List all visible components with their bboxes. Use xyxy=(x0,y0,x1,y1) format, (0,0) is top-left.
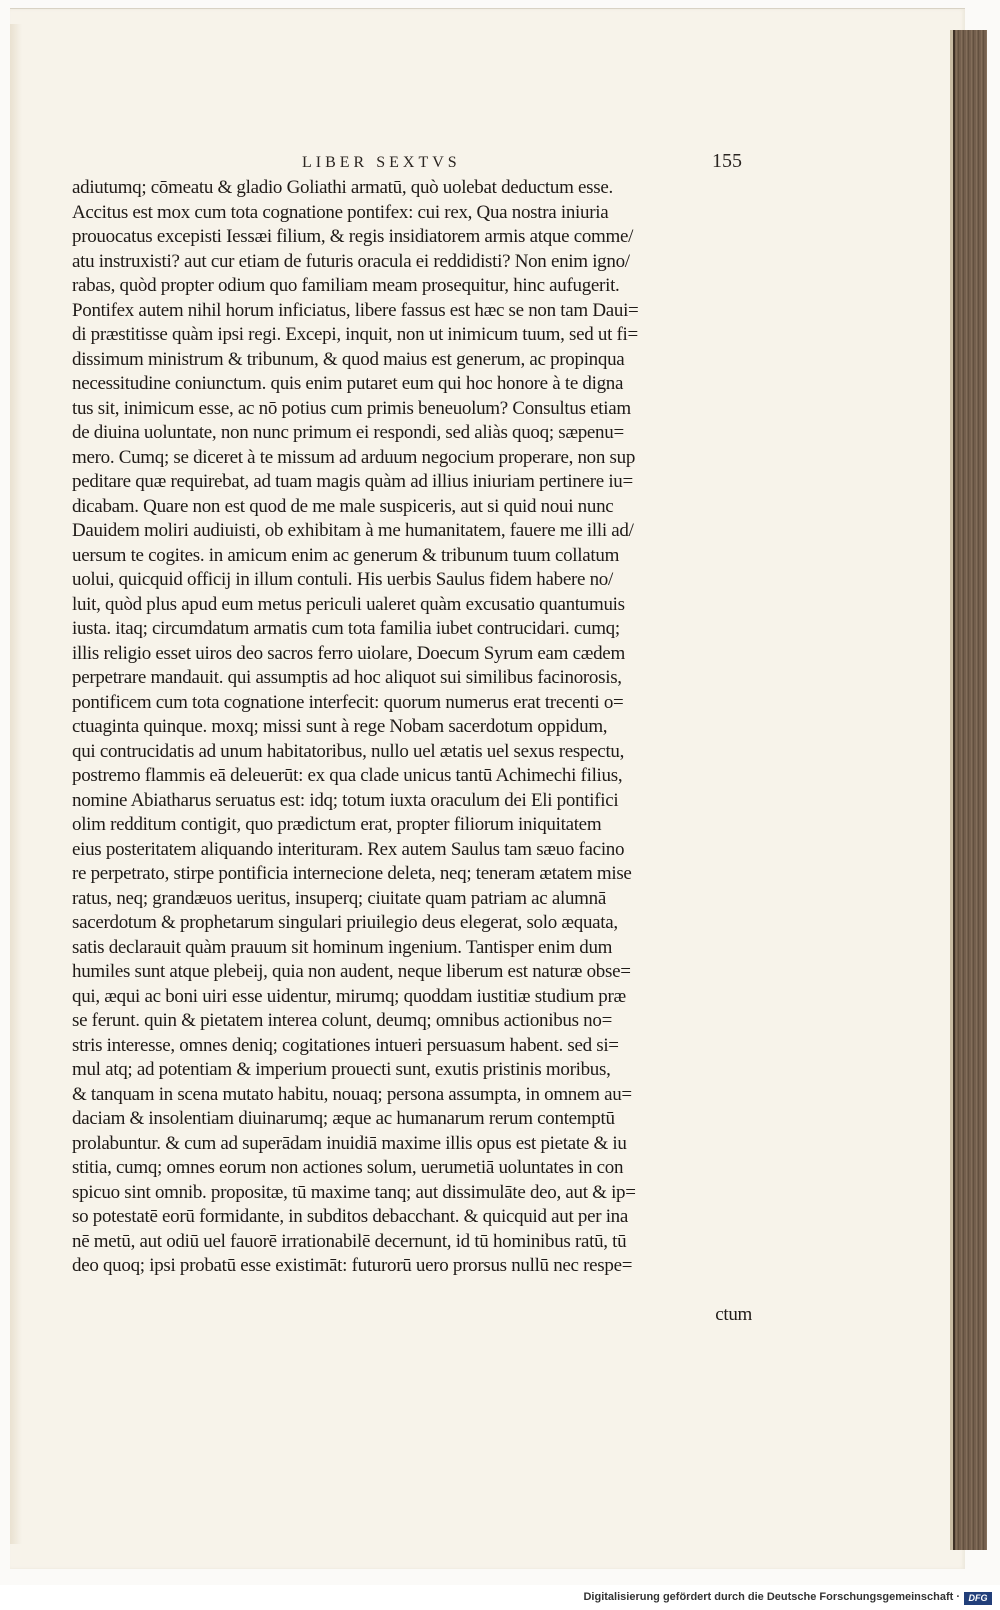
text-line xyxy=(72,1279,752,1304)
folio-number: 155 xyxy=(712,150,742,172)
text-line: pontificem cum tota cognatione interfecit: quorum numerus erat trecenti o= xyxy=(72,691,624,713)
text-line: prolabuntur. & cum ad superādam inuidiā maxime illis opus est pietate & iu xyxy=(72,1132,627,1154)
text-line: se ferunt. quin & pietatem interea colunt, deumq; omnibus actionibus no= xyxy=(72,1010,612,1031)
text-line: nomine Abiatharus seruatus est: idq; totum iuxta oraculum dei Eli pontifici xyxy=(72,789,619,811)
running-head-title: LIBER SEXTVS xyxy=(302,154,461,171)
text-line: mul atq; ad potentiam & imperium prouecti sunt, exutis pristinis moribus, xyxy=(72,1059,611,1080)
text-line: so potestatē eorū formidante, in subditos debacchant. & quicquid aut per ina xyxy=(72,1206,629,1227)
text-line: satis declarauit quàm prauum sit hominum ingenium. Tantisper enim dum xyxy=(72,936,613,958)
text-line: stris interesse, omnes deniq; cogitationes intueri persuasum habent. sed si= xyxy=(72,1034,619,1056)
text-line: qui contrucidatis ad unum habitatoribus, nullo uel ætatis uel sexus respectu, xyxy=(72,740,625,762)
text-line: luit, quòd plus apud eum metus periculi ualeret quàm excusatio quantumuis xyxy=(72,593,625,615)
page-gutter xyxy=(10,24,22,1544)
digitization-footer xyxy=(0,1588,1000,1610)
text-line: adiutumq; cōmeatu & gladio Goliathi armatū, quò uolebat deductum esse. xyxy=(72,177,613,198)
text-line: sacerdotum & prophetarum singulari priuilegio deus elegerat, solo æquata, xyxy=(72,912,618,933)
text-line: iusta. itaq; circumdatum armatis cum tota familia iubet contrucidari. cumq; xyxy=(72,618,620,639)
text-line: tus sit, inimicum esse, ac nō potius cum primis beneuolum? Consultus etiam xyxy=(72,397,631,419)
dfg-logo: DFG xyxy=(964,1592,992,1605)
text-line: dissimum ministrum & tribunum, & quod maius est generum, ac propinqua xyxy=(72,348,625,370)
text-line: stitia, cumq; omnes eorum non actiones solum, uerumetiā uoluntates in con xyxy=(72,1157,624,1178)
text-line: perpetrare mandauit. qui assumptis ad hoc aliquot sui similibus facinorosis, xyxy=(72,667,622,688)
text-line: Accitus est mox cum tota cognatione pontifex: cui rex, Qua nostra iniuria xyxy=(72,201,609,223)
text-line: Pontifex autem nihil horum inficiatus, libere fassus est hæc se non tam Daui= xyxy=(72,299,639,321)
text-line: humiles sunt atque plebeij, quia non audent, neque liberum est naturæ obse= xyxy=(72,961,631,982)
funding-credit: Digitalisierung gefördert durch die Deutsche Forschungsgemeinschaft · xyxy=(583,1591,960,1603)
text-line: postremo flammis eā deleuerūt: ex qua clade unicus tantū Achimechi filius, xyxy=(72,765,623,786)
text-line: Dauidem moliri audiuisti, ob exhibitam à me humanitatem, fauere me illi ad/ xyxy=(72,520,634,541)
text-line: qui, æqui ac boni uiri esse uidentur, mirumq; quoddam iustitiæ studium præ xyxy=(72,985,626,1007)
text-line: re perpetrato, stirpe pontificia internecione deleta, neq; teneram ætatem mise xyxy=(72,863,632,884)
text-line: nē metū, aut odiū uel fauorē irrationabilē decernunt, id tū hominibus ratū, tū xyxy=(72,1230,627,1252)
text-line: dicabam. Quare non est quod de me male suspiceris, aut si quid noui nunc xyxy=(72,495,614,517)
text-line: peditare quæ requirebat, ad tuam magis quàm ad illius iniuriam pertinere iu= xyxy=(72,471,633,492)
text-block xyxy=(72,176,752,1328)
text-line: atu instruxisti? aut cur etiam de futuris oracula ei reddidisti? Non enim igno/ xyxy=(72,250,630,272)
text-line: de diuina uoluntate, non nunc primum ei respondi, sed aliàs quoq; sæpenu= xyxy=(72,422,624,443)
text-line: prouocatus excepisti Iessæi filium, & regis insidiatorem armis atque comme/ xyxy=(72,226,634,247)
text-line: spicuo sint omnib. propositæ, tū maxime tanq; aut dissimulāte deo, aut & ip= xyxy=(72,1181,636,1203)
text-line: mero. Cumq; se diceret à te missum ad arduum negocium properare, non sup xyxy=(72,446,636,468)
text-line: uersum te cogites. in amicum enim ac generum & tribunum tuum collatum xyxy=(72,544,620,566)
text-line: olim redditum contigit, quo prædictum erat, propter filiorum iniquitatem xyxy=(72,814,602,835)
text-line: deo quoq; ipsi probatū esse existimāt: futurorū uero prorsus nullū nec respe= xyxy=(72,1255,633,1276)
text-line: daciam & insolentiam diuinarumq; æque ac humanarum rerum contemptū xyxy=(72,1108,615,1129)
text-line: ratus, neq; grandæuos ueritus, insuperq; ciuitate quam patriam ac alumnā xyxy=(72,887,606,909)
catchword: ctum xyxy=(715,1304,752,1325)
text-line: di præstitisse quàm ipsi regi. Excepi, inquit, non ut inimicum tuum, sed ut fi= xyxy=(72,324,638,345)
book-fore-edge xyxy=(953,30,987,1550)
text-line: ctuaginta quinque. moxq; missi sunt à rege Nobam sacerdotum oppidum, xyxy=(72,716,608,737)
text-line: eius posteritatem aliquando interituram. Rex autem Saulus tam sæuo facino xyxy=(72,838,625,860)
text-line: uolui, quicquid officij in illum contuli. His uerbis Saulus fidem habere no/ xyxy=(72,569,613,590)
text-line: rabas, quòd propter odium quo familiam meam prosequitur, hinc aufugerit. xyxy=(72,275,620,296)
text-line: & tanquam in scena mutato habitu, nouaq; persona assumpta, in omnem au= xyxy=(72,1083,632,1105)
text-line: necessitudine coniunctum. quis enim putaret eum qui hoc honore à te digna xyxy=(72,373,624,394)
text-line: illis religio esset uiros deo sacros ferro uiolare, Doecum Syrum eam cædem xyxy=(72,642,625,664)
